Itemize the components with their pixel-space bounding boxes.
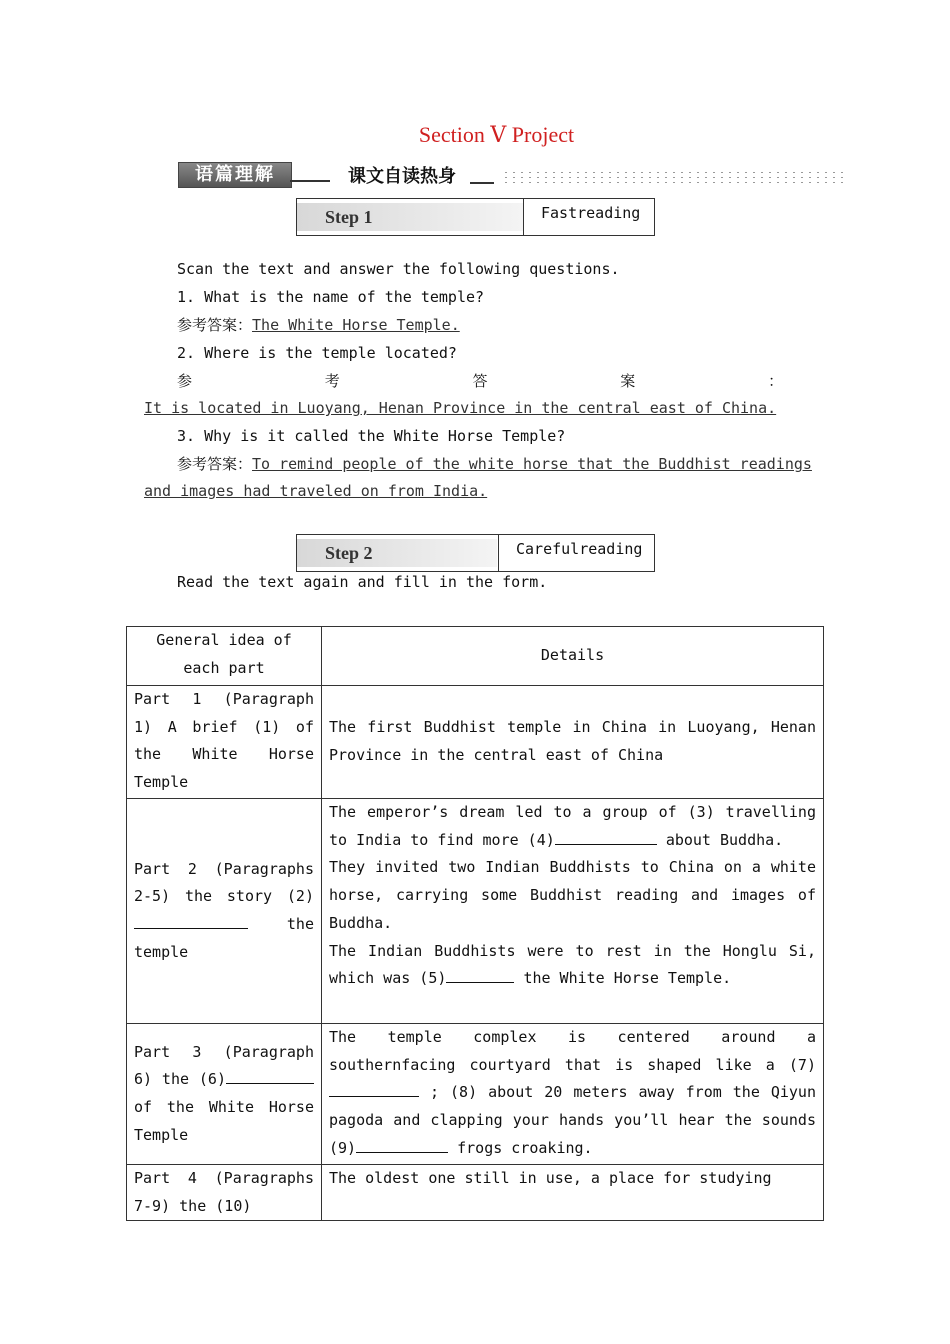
table-row [127, 686, 824, 799]
answer-label: 参 考 答 案 ： [177, 372, 784, 390]
blank-7[interactable] [329, 1081, 419, 1097]
answer-text: The White Horse Temple. [252, 316, 460, 334]
header-rule [470, 182, 494, 184]
answer-text: To remind people of the white horse that the Buddhist readings [252, 455, 812, 473]
blank-6[interactable] [226, 1068, 314, 1084]
step1-text: Fastreading [541, 204, 641, 222]
blank-2[interactable] [134, 913, 248, 929]
part-2-idea-text: the temple [134, 915, 314, 961]
blank-5[interactable] [446, 967, 514, 983]
step1-divider [523, 199, 524, 235]
header-dots [502, 170, 848, 184]
header-general-idea: General idea of each part [127, 627, 322, 686]
part-1-idea: Part 1 (Paragraph 1) A brief (1) of the White Horse Temple [127, 686, 322, 799]
answer-text: and images had traveled on from India. [144, 482, 488, 500]
answer-label: 参考答案： [177, 316, 253, 334]
part-4-details: The oldest one still in use, a place for studying [322, 1165, 824, 1221]
step2-label: Step 2 [297, 539, 497, 567]
details-text: The emperor’s dream led to a group of (3) travelling to India to find more (4) [329, 803, 816, 849]
part-3-idea-text: of the White Horse Temple [134, 1098, 314, 1144]
part-2-idea-text: Part 2 (Paragraphs 2-5) the story [134, 859, 314, 906]
blank-9[interactable] [356, 1137, 448, 1153]
step2-intro: Read the text again and fill in the form. [177, 573, 548, 591]
table-header-row [127, 627, 824, 686]
part-1-details: The first Buddhist temple in China in Luoyang, Henan Province in the central east of China [322, 686, 824, 799]
details-paragraph: They invited two Indian Buddhists to China on a white horse, carrying some Buddhist reading and images of Buddha. [329, 858, 816, 932]
answer-label: 参考答案： [177, 455, 253, 473]
answer-2 [144, 394, 776, 422]
details-paragraph [329, 799, 816, 854]
details-paragraph [329, 938, 816, 993]
question-3: 3. Why is it called the White Horse Temple? [177, 427, 566, 445]
intro-text: Scan the text and answer the following questions. [177, 260, 620, 278]
details-text: The Indian Buddhists were to rest in the Honglu Si, which was (5) [329, 941, 816, 988]
part-3-details [322, 1024, 824, 1165]
part-2-details [322, 799, 824, 1024]
section-tag: 语篇理解 [178, 162, 292, 188]
blank-4[interactable] [555, 829, 657, 845]
details-text: The temple complex is centered around a southernfacing courtyard that is shaped like a (7) [329, 1028, 816, 1074]
answer-3 [177, 450, 812, 478]
table-row [127, 1024, 824, 1165]
table-row [127, 799, 824, 1024]
step2-divider [498, 535, 499, 571]
details-text: the White Horse Temple. [523, 969, 732, 988]
details-text: ; (8) about 20 meters away from the Qiyun pagoda and clapping your hands you’ll hear the sounds (9) [329, 1083, 816, 1157]
section-subtitle: 课文自读热身 [348, 166, 456, 187]
details-text: frogs croaking. [457, 1138, 593, 1157]
answer-text: It is located in Luoyang, Henan Province in the central east of China. [144, 399, 777, 417]
step1-box [296, 198, 655, 236]
details-text: about Buddha. [665, 830, 784, 849]
question-2: 2. Where is the temple located? [177, 344, 457, 362]
answer-3-cont [144, 477, 487, 505]
step2-text: Carefulreading [516, 540, 643, 558]
header-details: Details [322, 627, 824, 686]
header-rule [290, 180, 330, 182]
blank-number: (2) [286, 887, 314, 906]
answer-1 [177, 311, 460, 339]
question-1: 1. What is the name of the temple? [177, 288, 485, 306]
fill-in-table [126, 626, 824, 1221]
page-title: Section Ⅴ Project [418, 122, 575, 147]
table-row [127, 1165, 824, 1221]
part-4-idea: Part 4 (Paragraphs 7-9) the (10) [127, 1165, 322, 1221]
part-3-idea-text: Part 3 (Paragraph 6) the (6) [134, 1042, 314, 1089]
part-3-idea [127, 1024, 322, 1165]
step2-box [296, 534, 655, 572]
step1-label: Step 1 [297, 203, 523, 231]
part-2-idea [127, 799, 322, 1024]
